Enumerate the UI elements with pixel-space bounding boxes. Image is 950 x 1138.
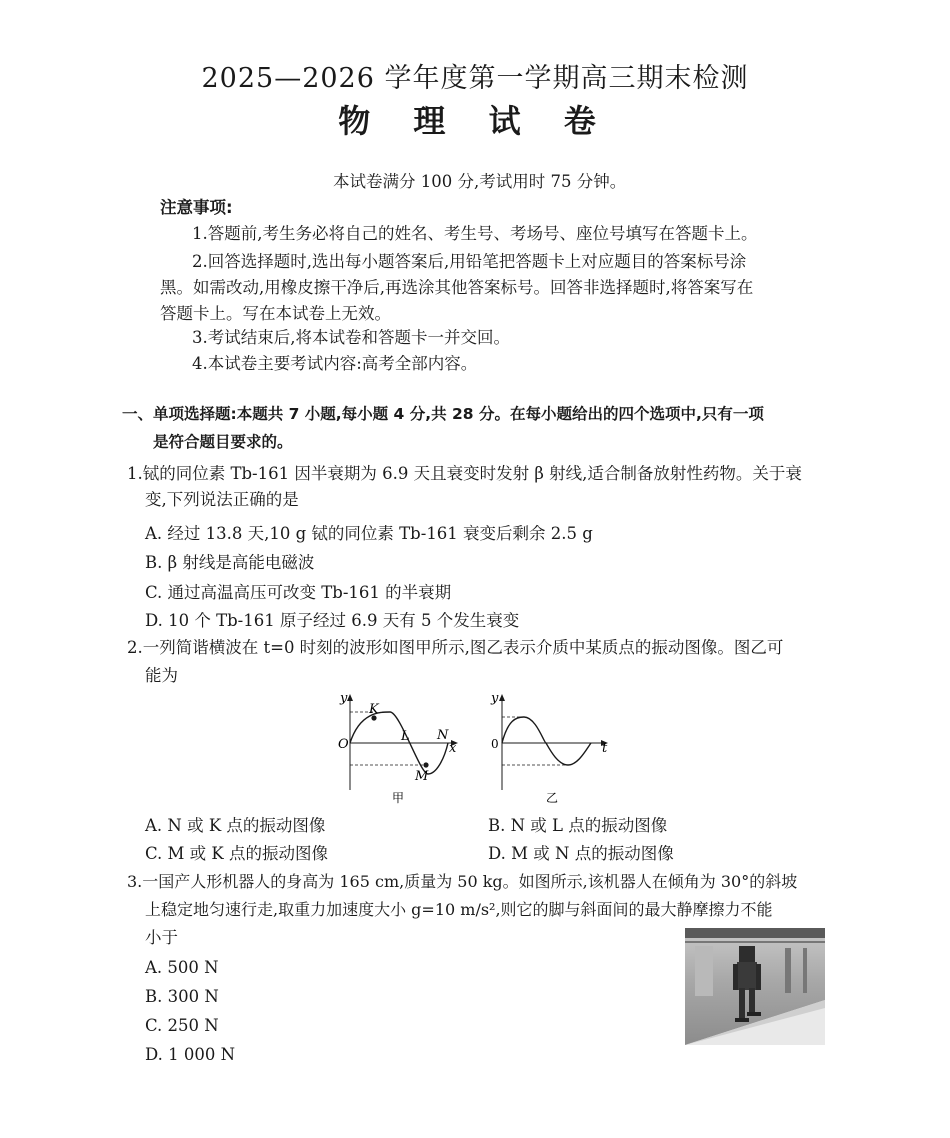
robot-on-slope-photo <box>685 928 825 1045</box>
q3-stem-line-3: 小于 <box>145 928 178 947</box>
notice-item-2-line-3: 答题卡上。写在本试卷上无效。 <box>160 304 391 323</box>
fig-yi-caption: 乙 <box>546 791 559 805</box>
q3-option-a: A. 500 N <box>145 958 219 977</box>
fig-jia-x-label: x <box>449 741 457 756</box>
q2-stem-line-1: 2.一列简谐横波在 t=0 时刻的波形如图甲所示,图乙表示介质中某质点的振动图像。图乙可 <box>127 638 784 657</box>
q3-option-c: C. 250 N <box>145 1016 219 1035</box>
q1-stem-line-1: 1.铽的同位素 Tb-161 因半衰期为 6.9 天且衰变时发射 β 射线,适合制备放射性药物。关于衰 <box>127 464 802 483</box>
notice-item-2-line-2: 黑。如需改动,用橡皮擦干净后,再选涂其他答案标号。回答非选择题时,将答案写在 <box>160 278 754 297</box>
q1-option-c: C. 通过高温高压可改变 Tb-161 的半衰期 <box>145 583 452 602</box>
notice-item-1: 1.答题前,考生务必将自己的姓名、考生号、考场号、座位号填写在答题卡上。 <box>192 224 758 243</box>
q1-option-d: D. 10 个 Tb-161 原子经过 6.9 天有 5 个发生衰变 <box>145 611 520 630</box>
fig-jia-point-k: K <box>369 702 379 717</box>
figure-yi-vibration-graph <box>488 690 616 805</box>
notice-item-3: 3.考试结束后,将本试卷和答题卡一并交回。 <box>192 328 510 347</box>
q2-option-b: B. N 或 L 点的振动图像 <box>488 816 668 835</box>
fig-yi-zero: 0 <box>491 737 499 751</box>
q3-option-d: D. 1 000 N <box>145 1045 236 1064</box>
exam-intro: 本试卷满分 100 分,考试用时 75 分钟。 <box>333 172 627 191</box>
section-1-heading-line-2: 是符合题目要求的。 <box>153 433 293 451</box>
q3-option-b: B. 300 N <box>145 987 219 1006</box>
section-1-heading: 一、单项选择题:本题共 7 小题,每小题 4 分,共 28 分。在每小题给出的四个选项中,只有一项 <box>122 405 764 423</box>
q2-stem-line-2: 能为 <box>145 666 178 685</box>
exam-subject: 物 理 试 卷 <box>338 102 612 140</box>
q1-option-b: B. β 射线是高能电磁波 <box>145 553 315 572</box>
q2-option-a: A. N 或 K 点的振动图像 <box>145 816 326 835</box>
notice-item-2-line-1: 2.回答选择题时,选出每小题答案后,用铅笔把答题卡上对应题目的答案标号涂 <box>192 252 747 271</box>
q1-stem-line-2: 变,下列说法正确的是 <box>145 490 299 509</box>
fig-jia-point-n: N <box>437 728 449 743</box>
q3-stem-line-2: 上稳定地匀速行走,取重力加速度大小 g=10 m/s²,则它的脚与斜面间的最大静摩擦力不能 <box>145 900 773 919</box>
fig-jia-y-label: y <box>340 691 348 706</box>
exam-title: 2025—2026 学年度第一学期高三期末检测 <box>201 63 749 94</box>
q2-option-d: D. M 或 N 点的振动图像 <box>488 844 674 863</box>
notice-heading: 注意事项: <box>160 198 233 217</box>
fig-yi-t-label: t <box>602 741 608 756</box>
fig-jia-point-m: M <box>415 769 429 784</box>
fig-yi-y-label: y <box>491 691 499 706</box>
figure-jia-wave-graph <box>330 690 465 805</box>
q3-stem-line-1: 3.一国产人形机器人的身高为 165 cm,质量为 50 kg。如图所示,该机器人在倾角为 30°的斜坡 <box>127 872 798 891</box>
notice-item-4: 4.本试卷主要考试内容:高考全部内容。 <box>192 354 478 373</box>
fig-jia-point-l: L <box>401 729 410 744</box>
q1-option-a: A. 经过 13.8 天,10 g 铽的同位素 Tb-161 衰变后剩余 2.5 g <box>145 524 593 543</box>
q2-option-c: C. M 或 K 点的振动图像 <box>145 844 328 863</box>
fig-jia-origin: O <box>338 737 349 752</box>
fig-jia-caption: 甲 <box>392 791 405 805</box>
